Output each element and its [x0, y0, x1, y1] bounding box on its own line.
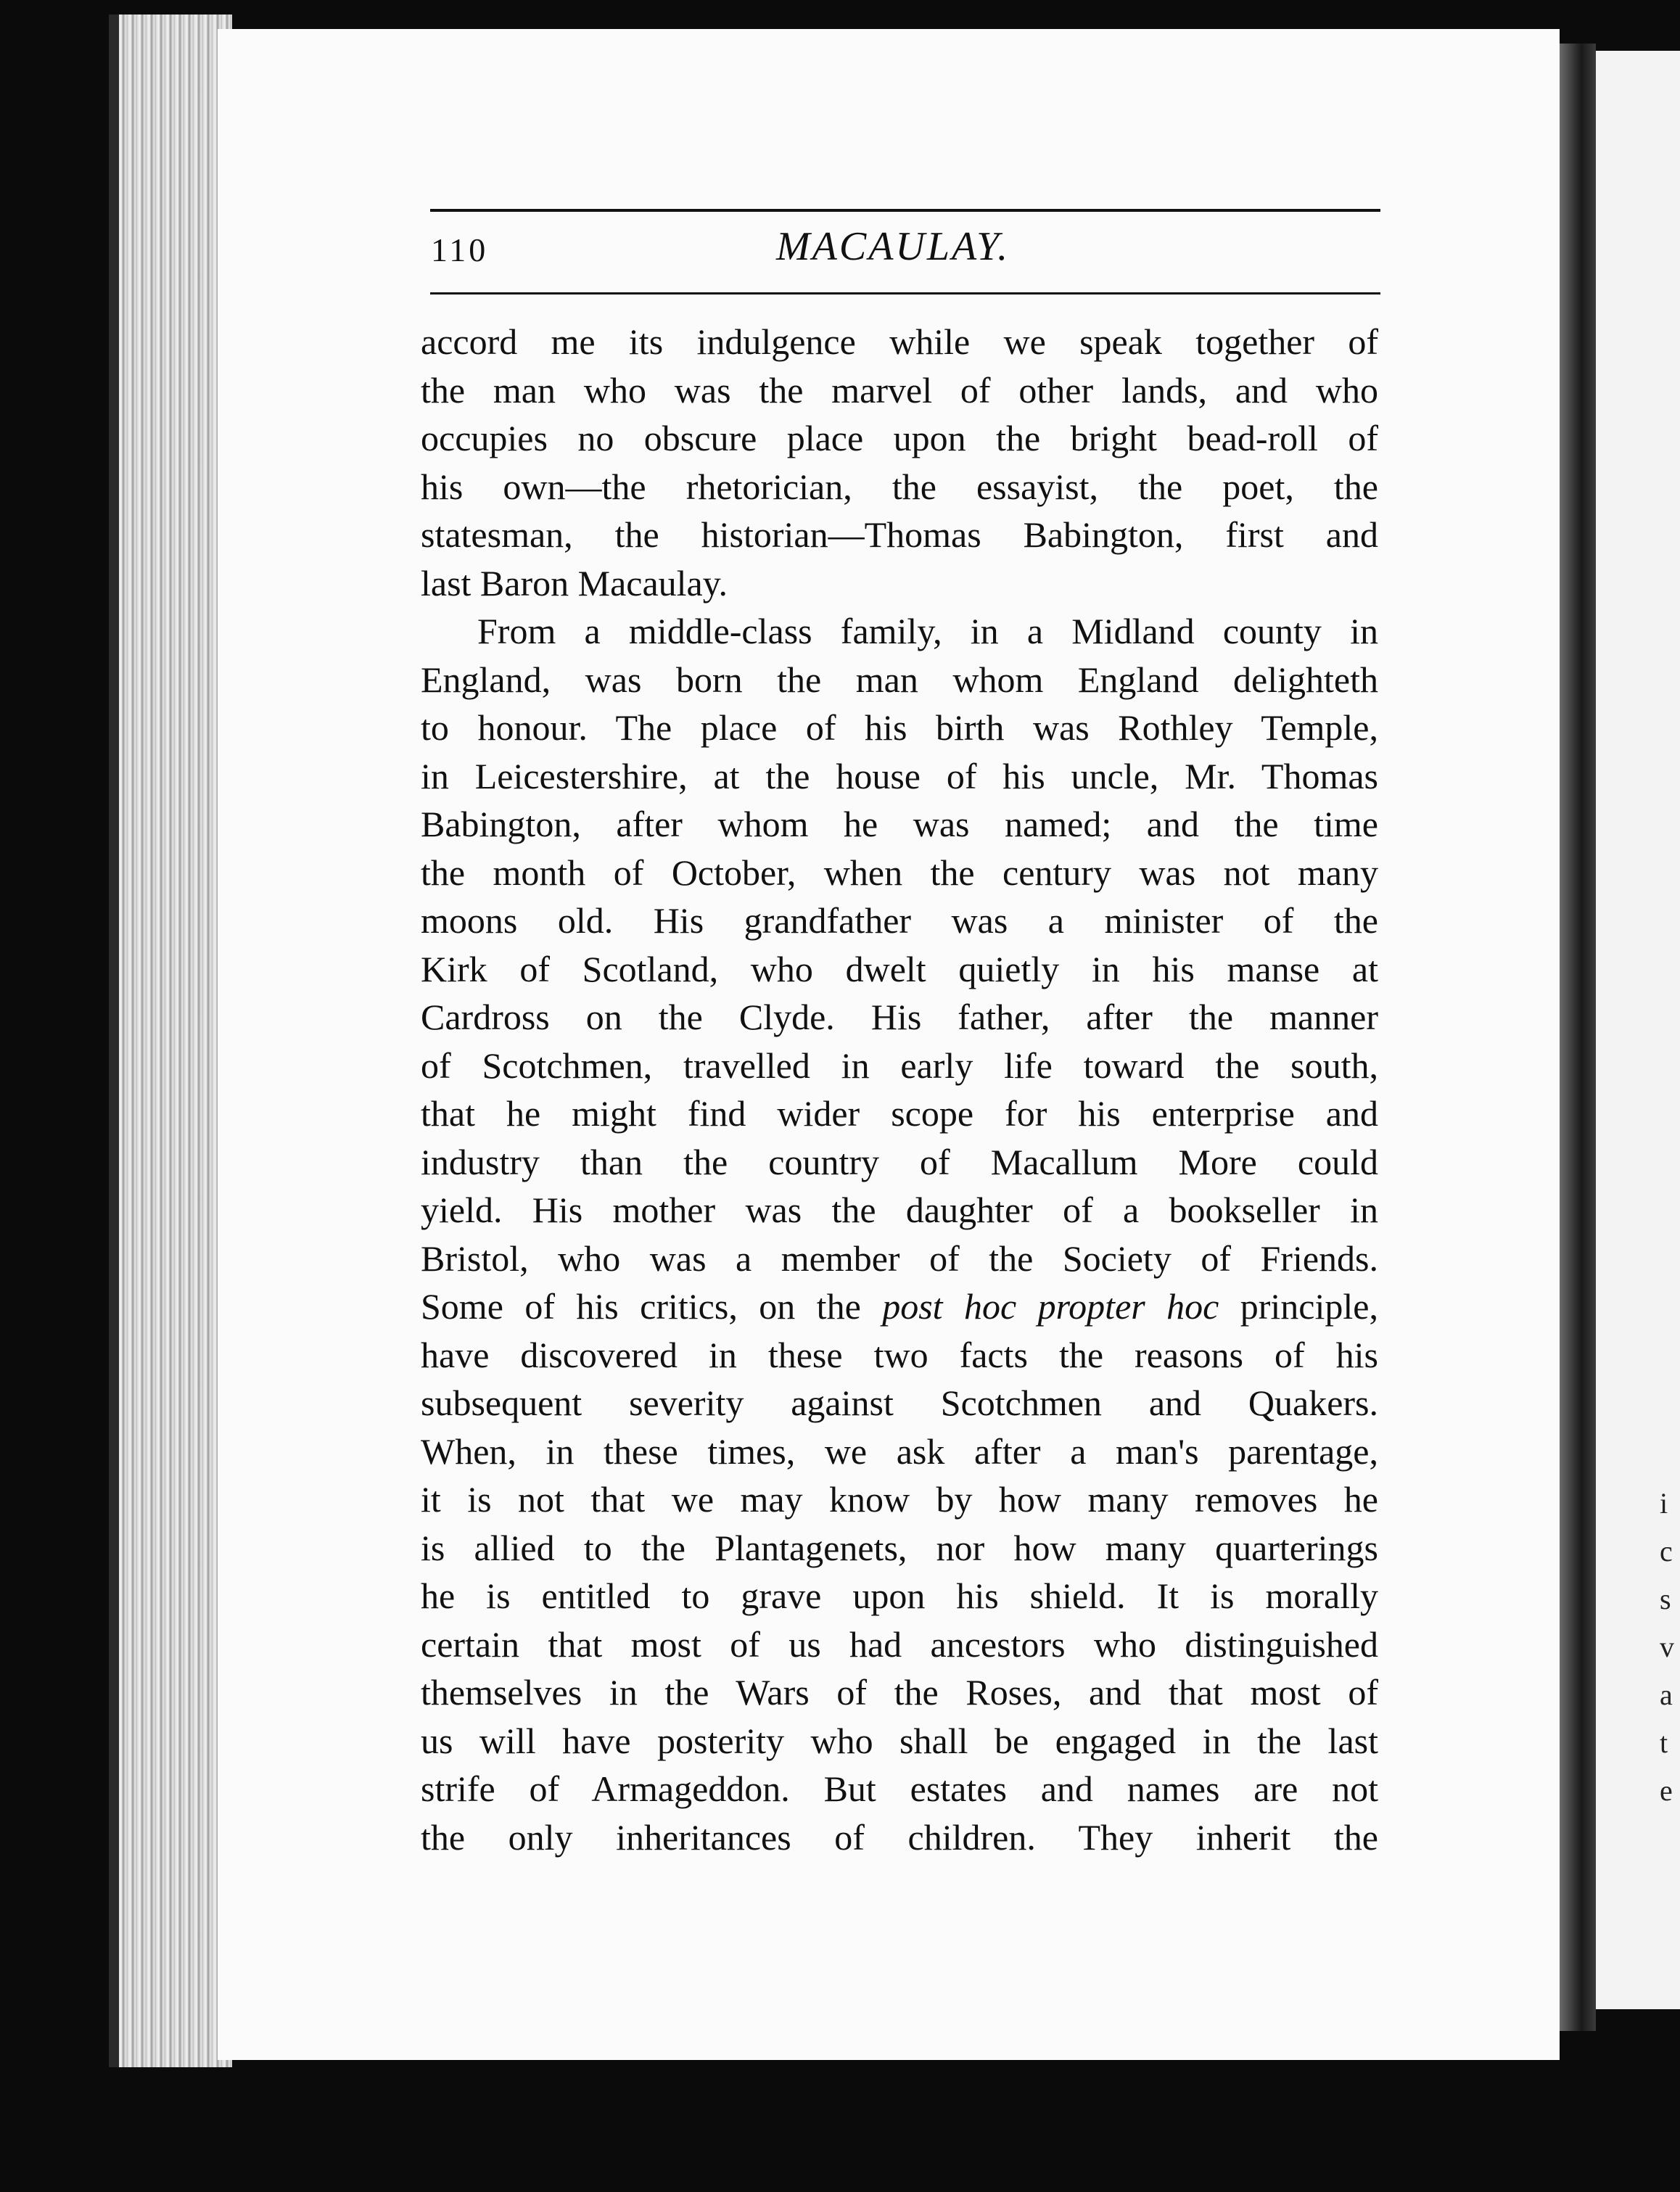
facing-page-letter: s [1660, 1583, 1671, 1615]
header-rule-bottom [430, 292, 1380, 294]
facing-page-text-fragment [1660, 1480, 1680, 1815]
text-line: his own—the rhetorician, the essayist, the poet, the [421, 466, 1378, 507]
text-line: have discovered in these two facts the reasons of his [421, 1334, 1378, 1375]
text-segment: principle, [1219, 1286, 1378, 1327]
text-segment: Some of his critics, on the [421, 1286, 883, 1327]
text-line: the man who was the marvel of other lands, and who [421, 369, 1378, 411]
facing-page-letter: e [1660, 1774, 1673, 1807]
facing-page-letter: i [1660, 1487, 1668, 1520]
text-line: of Scotchmen, travelled in early life toward the south, [421, 1045, 1378, 1086]
binding-shadow [109, 15, 119, 2067]
text-line: When, in these times, we ask after a man's parentage, [421, 1430, 1378, 1472]
text-line: accord me its indulgence while we speak together of [421, 321, 1378, 362]
facing-page-letter: c [1660, 1535, 1673, 1567]
text-line: in Leicestershire, at the house of his uncle, Mr. Thomas [421, 755, 1378, 796]
body-text [421, 318, 1378, 1861]
text-line: occupies no obscure place upon the bright bead-roll of [421, 418, 1378, 458]
text-line: that he might find wider scope for his enterprise and [421, 1093, 1378, 1134]
stacked-page-edges [109, 15, 232, 2067]
facing-page-letter: v [1660, 1631, 1674, 1663]
running-head: MACAULAY. [776, 224, 1010, 269]
text-line: strife of Armageddon. But estates and names are not [421, 1768, 1378, 1809]
page-gutter [1560, 44, 1596, 2031]
text-line: industry than the country of Macallum More could [421, 1141, 1378, 1182]
text-line: us will have posterity who shall be engaged in the last [421, 1720, 1378, 1761]
text-line: Cardross on the Clyde. His father, after the manner [421, 997, 1378, 1037]
text-line: England, was born the man whom England delighteth [421, 659, 1378, 700]
text-line: Bristol, who was a member of the Society of Friends. [421, 1237, 1378, 1279]
text-line: Babington, after whom he was named; and the time [421, 804, 1378, 844]
text-line: the only inheritances of children. They inherit the [421, 1816, 1378, 1858]
paragraph-start-line: From a middle-class family, in a Midland county in [477, 611, 1378, 651]
text-line: he is entitled to grave upon his shield. It is morally [421, 1575, 1378, 1616]
page-number: 110 [431, 231, 489, 268]
facing-page-letter: a [1660, 1678, 1673, 1711]
text-line: certain that most of us had ancestors who distinguished [421, 1623, 1378, 1665]
text-line: moons old. His grandfather was a minister of the [421, 900, 1378, 941]
header-rule-top [430, 209, 1380, 212]
text-line: the month of October, when the century was not many [421, 852, 1378, 893]
text-line: themselves in the Wars of the Roses, and that most of [421, 1672, 1378, 1713]
text-line: subsequent severity against Scotchmen and Quakers. [421, 1383, 1378, 1423]
text-line: last Baron Macaulay. [421, 562, 728, 603]
text-line: yield. His mother was the daughter of a bookseller in [421, 1190, 1378, 1230]
text-line-with-italic [421, 1282, 1378, 1331]
text-line: statesman, the historian—Thomas Babington, first and [421, 514, 1378, 555]
italic-phrase: post hoc propter hoc [882, 1286, 1219, 1327]
text-line: to honour. The place of his birth was Rothley Temple, [421, 707, 1378, 748]
text-line: it is not that we may know by how many removes he [421, 1479, 1378, 1520]
text-line: is allied to the Plantagenets, nor how many quarterings [421, 1527, 1378, 1568]
facing-page-letter: t [1660, 1726, 1668, 1759]
text-line: Kirk of Scotland, who dwelt quietly in his manse at [421, 948, 1378, 989]
